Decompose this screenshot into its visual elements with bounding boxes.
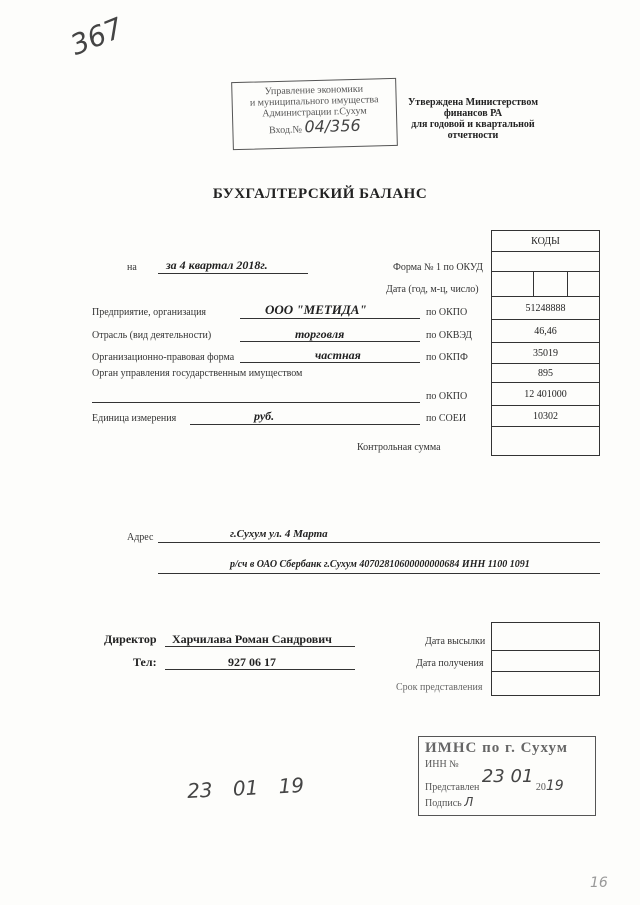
phone-label: Тел: <box>133 655 157 669</box>
legal-form-label: Организационно-правовая форма <box>92 352 235 363</box>
code-okpo: 51248888 <box>491 296 600 320</box>
tax-stamp-presented-value: 23 01 <box>481 766 534 787</box>
tax-stamp-inn-label: ИНН № <box>425 759 459 770</box>
code-okved: 46,46 <box>491 319 600 343</box>
handwritten-date: 23 01 19 <box>186 772 305 804</box>
stamp-vhod-value: 04/356 <box>304 115 361 137</box>
director-name: Харчилава Роман Сандрович <box>172 632 332 646</box>
date-received-label: Дата получения <box>416 658 484 669</box>
approved-line-4: отчетности <box>447 130 499 141</box>
handwritten-number: 367 <box>65 11 128 62</box>
deadline-box <box>491 671 600 696</box>
form-okud-label: Форма № 1 по ОКУД <box>393 262 483 273</box>
stamp-line-2: и муниципального имущества <box>249 94 379 109</box>
code-soei: 10302 <box>491 405 600 427</box>
soei-label: по СОЕИ <box>426 413 467 424</box>
enterprise-value: ООО "МЕТИДА" <box>265 302 367 317</box>
industry-label: Отрасль (вид деятельности) <box>92 330 212 341</box>
okved-label: по ОКВЭД <box>426 330 472 341</box>
unit-value: руб. <box>254 409 275 423</box>
code-gov: 895 <box>491 363 600 383</box>
stamp-line-1: Управление экономики <box>264 83 364 98</box>
address-value: г.Сухум ул. 4 Марта <box>230 528 328 540</box>
code-date-day <box>567 271 600 297</box>
period-value: за 4 квартал 2018г. <box>166 258 268 272</box>
industry-value: торговля <box>295 327 345 341</box>
date-label: Дата (год, м-ц, число) <box>386 284 479 295</box>
code-date-year <box>491 271 534 297</box>
tax-stamp-presented-label: Представлен <box>425 782 480 793</box>
incoming-stamp <box>231 78 398 150</box>
deadline-label: Срок представления <box>396 682 483 693</box>
code-okpo-2: 12 401000 <box>491 382 600 406</box>
address-label: Адрес <box>127 532 154 543</box>
director-label: Директор <box>104 632 157 646</box>
approved-note <box>398 97 548 141</box>
legal-form-value: частная <box>315 348 361 362</box>
okpo-2-label: по ОКПО <box>426 391 468 402</box>
code-control-sum <box>491 426 600 456</box>
approved-line-1: Утверждена Министерством <box>407 97 539 108</box>
tax-stamp-year-prefix: 20 <box>535 782 546 793</box>
unit-label: Единица измерения <box>92 413 177 424</box>
tax-stamp-year-value: 19 <box>545 778 564 794</box>
date-sent-box <box>491 622 600 651</box>
okpf-label: по ОКПФ <box>426 352 468 363</box>
stamp-vhod-label: Вход.№ <box>268 124 303 137</box>
code-date-month <box>533 271 568 297</box>
gov-label: Орган управления государственным имуществом <box>92 368 303 379</box>
date-sent-label: Дата высылки <box>425 636 486 647</box>
approved-line-3: для годовой и квартальной <box>411 119 535 130</box>
tax-stamp-signature-label: Подпись <box>425 798 462 809</box>
enterprise-label: Предприятие, организация <box>92 307 207 318</box>
code-okud <box>491 251 600 272</box>
phone-value: 927 06 17 <box>228 655 276 669</box>
tax-stamp-title: ИМНС по г. Сухум <box>425 740 568 756</box>
codes-header: КОДЫ <box>491 230 600 252</box>
corner-page-mark: 16 <box>590 875 608 891</box>
stamp-line-3: Администрации г.Сухум <box>262 105 367 120</box>
date-received-box <box>491 650 600 672</box>
control-sum-label: Контрольная сумма <box>357 442 441 453</box>
tax-office-stamp <box>418 736 596 816</box>
approved-line-2: финансов РА <box>443 108 503 119</box>
period-prefix: на <box>127 262 137 273</box>
tax-stamp-signature-value: Л <box>464 795 474 809</box>
okpo-label: по ОКПО <box>426 307 468 318</box>
code-okpf: 35019 <box>491 342 600 364</box>
bank-details: р/сч в ОАО Сбербанк г.Сухум 40702810600000000684 ИНН 1100 1091 <box>230 559 530 570</box>
document-title: БУХГАЛТЕРСКИЙ БАЛАНС <box>212 186 428 202</box>
